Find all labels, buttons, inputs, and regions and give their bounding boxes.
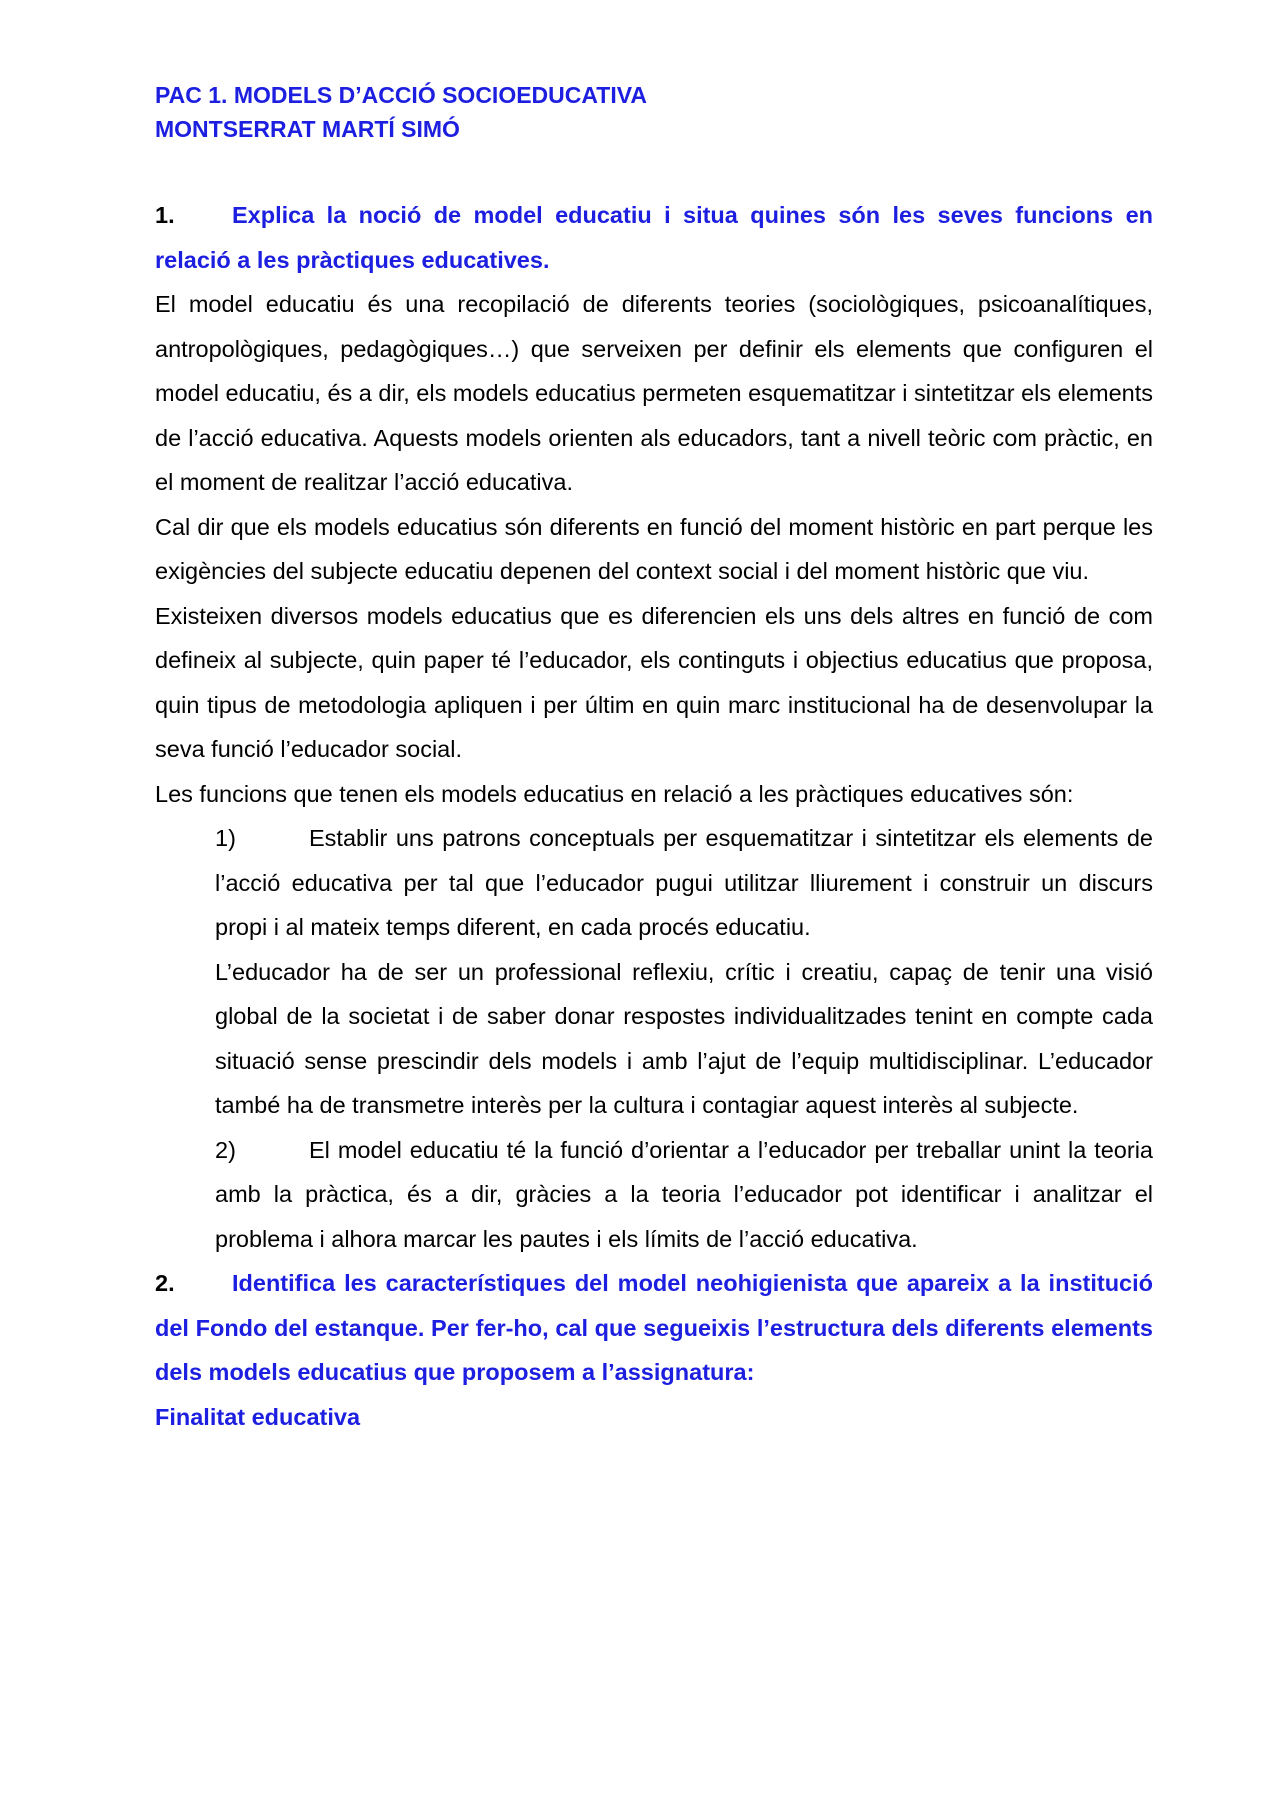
list-item-2-number: 2): [215, 1136, 236, 1163]
question-2: [155, 1261, 1153, 1395]
answer-1-paragraph-4: Les funcions que tenen els models educatius en relació a les pràctiques educatives són:: [155, 780, 1074, 807]
question-1-text: Explica la noció de model educatiu i situa quines són les seves funcions en relació a les pràctiques educatives.: [155, 202, 1153, 273]
author-name: MONTSERRAT MARTÍ SIMÓ: [155, 116, 460, 142]
answer-1-paragraph-2: Cal dir que els models educatius són diferents en funció del moment històric en part perque les exigències del subjecte educatiu depenen del context social i del moment històric que viu.: [155, 513, 1153, 584]
list-item-1: [215, 816, 1153, 950]
functions-list: [215, 816, 1153, 1261]
document-title: PAC 1. MODELS D’ACCIÓ SOCIOEDUCATIVA: [155, 82, 647, 108]
list-item-1-number: 1): [215, 825, 236, 851]
list-item-2: [215, 1128, 1153, 1262]
answer-1-paragraph-1: El model educatiu és una recopilació de diferents teories (sociològiques, psicoanalítiques, antropològiques, pedagògiques…) que serveixen per definir els elements que configuren el model educatiu, és a dir, els models educatius permeten esquematitzar i sintetitzar els elements de l’acció educativa. Aquests models orienten als educadors, tant a nivell teòric com pràctic, en el moment de realitzar l’acció educativa.: [155, 291, 1153, 495]
list-item-1-extra: L’educador ha de ser un professional reflexiu, crític i creatiu, capaç de tenir una visió global de la societat i de saber donar respostes individualitzades tenint en compte cada situació sense prescindir dels models i amb l’ajut de l’equip multidisciplinar. L’educador també ha de transmetre interès per la cultura i contagiar aquest interès al subjecte.: [215, 958, 1153, 1118]
answer-1-paragraph-3: Existeixen diversos models educatius que es diferencien els uns dels altres en funció de com defineix al subjecte, quin paper té l’educador, els continguts i objectius educatius que proposa, quin tipus de metodologia apliquen i per últim en quin marc institucional ha de desenvolupar la seva funció l’educador social.: [155, 602, 1153, 762]
document-header: [155, 78, 1153, 146]
question-1: [155, 193, 1153, 282]
question-1-number: 1.: [155, 202, 175, 228]
question-2-text: Identifica les característiques del model neohigienista que apareix a la institució del Fondo del estanque. Per fer-ho, cal que segueixis l’estructura dels diferents elements dels models educatius que proposem a l’assignatura:: [155, 1270, 1153, 1385]
section-subheading: Finalitat educativa: [155, 1403, 361, 1430]
question-2-number: 2.: [155, 1270, 175, 1296]
list-item-2-text: El model educatiu té la funció d’orientar a l’educador per treballar unint la teoria amb la pràctica, és a dir, gràcies a la teoria l’educador pot identificar i analitzar el problema i alhora marcar les pautes i els límits de l’acció educativa.: [215, 1136, 1153, 1252]
list-item-1-text: Establir uns patrons conceptuals per esquematitzar i sintetitzar els elements de l’acció educativa per tal que l’educador pugui utilitzar lliurement i construir un discurs propi i al mateix temps diferent, en cada procés educatiu.: [215, 825, 1153, 940]
document-page: [155, 78, 1153, 1439]
